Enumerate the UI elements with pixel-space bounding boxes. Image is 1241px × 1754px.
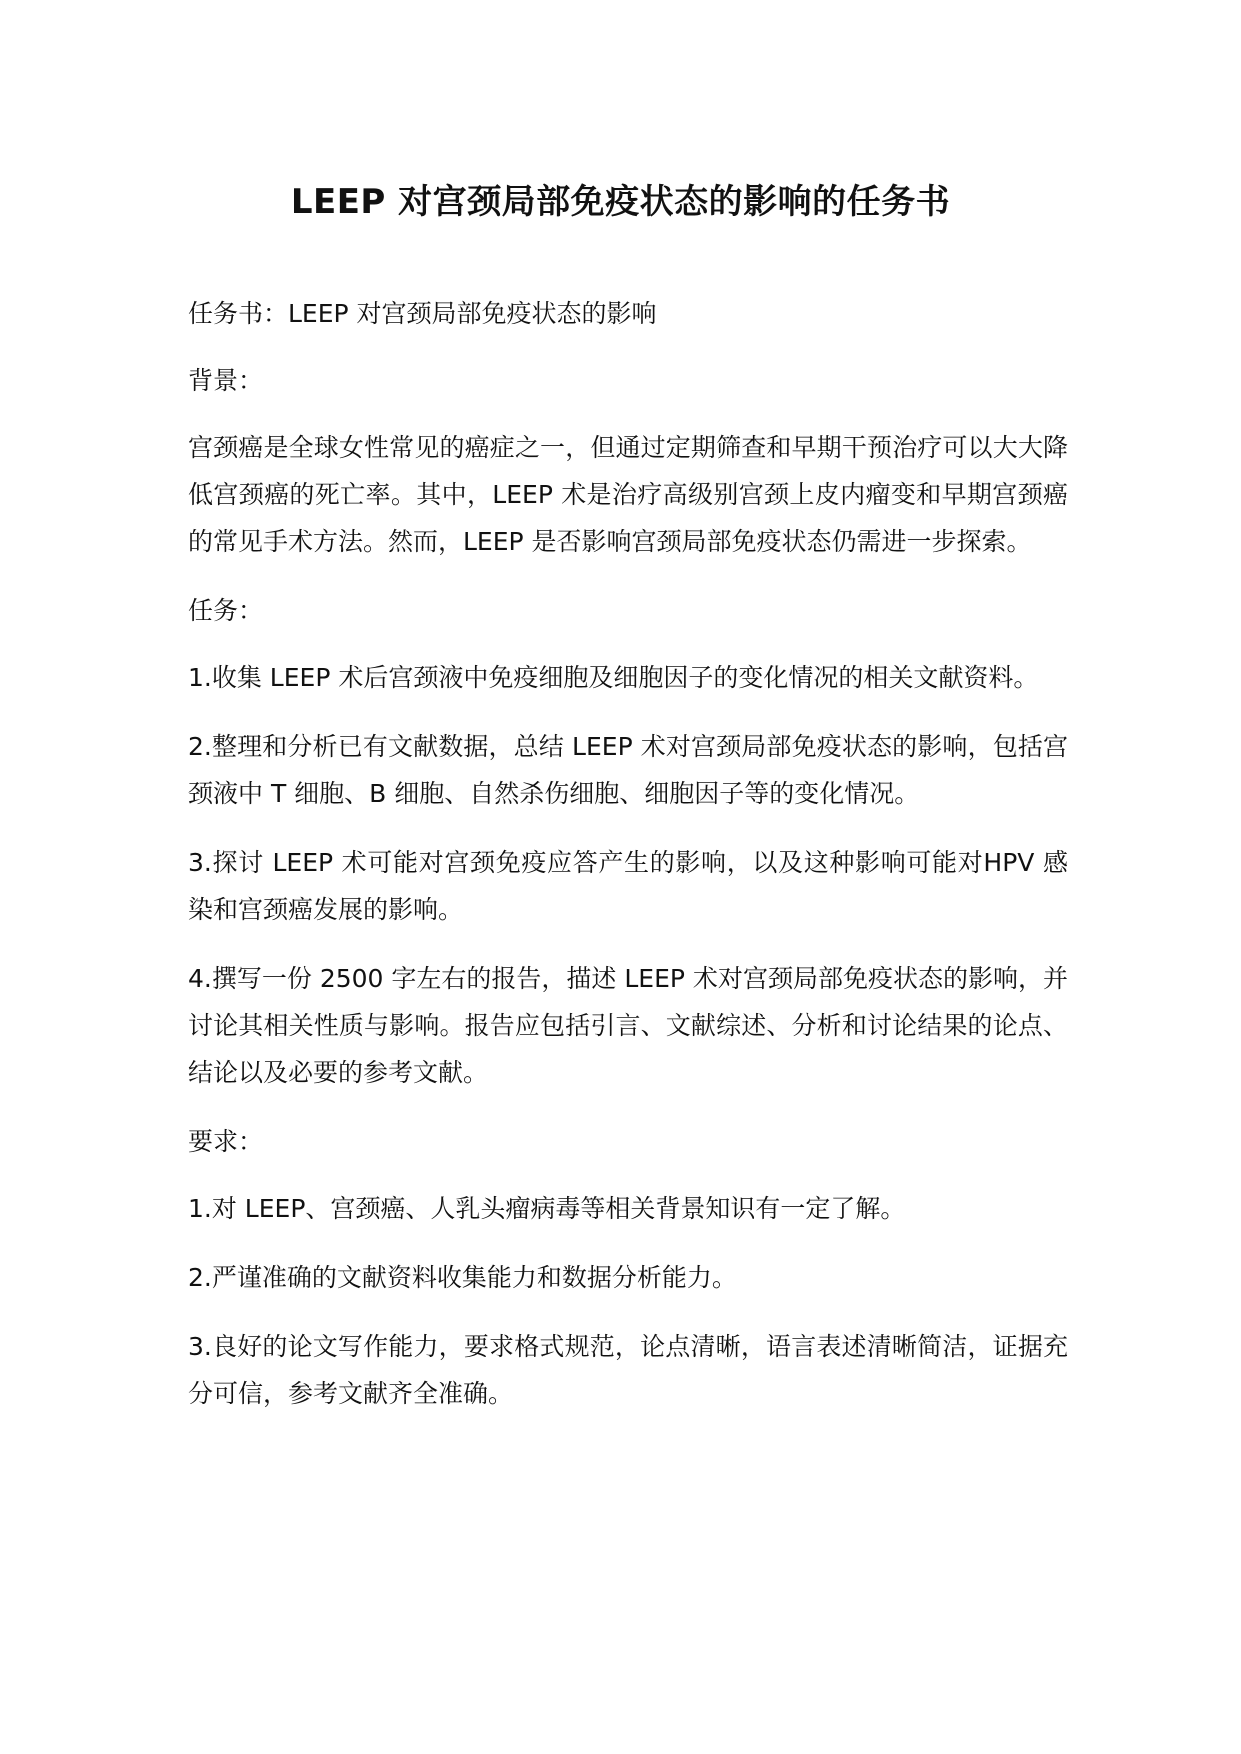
task-item-1: 1.收集 LEEP 术后宫颈液中免疫细胞及细胞因子的变化情况的相关文献资料。: [188, 663, 1039, 692]
task-heading-line: 任务书：LEEP 对宫颈局部免疫状态的影响: [188, 299, 657, 328]
requirement-item-3: 3.良好的论文写作能力，要求格式规范，论点清晰，语言表述清晰简洁，证据充分可信，参考文献齐全准确。: [188, 1332, 1068, 1408]
task-item-2: 2.整理和分析已有文献数据，总结 LEEP 术对宫颈局部免疫状态的影响，包括宫颈液中 T 细胞、B 细胞、自然杀伤细胞、细胞因子等的变化情况。: [188, 732, 1068, 808]
task-item-4: 4.撰写一份 2500 字左右的报告，描述 LEEP 术对宫颈局部免疫状态的影响，并讨论其相关性质与影响。报告应包括引言、文献综述、分析和讨论结果的论点、结论以及必要的参考文献。: [188, 964, 1068, 1087]
background-paragraph: 宫颈癌是全球女性常见的癌症之一，但通过定期筛查和早期干预治疗可以大大降低宫颈癌的死亡率。其中，LEEP 术是治疗高级别宫颈上皮内瘤变和早期宫颈癌的常见手术方法。然而，LEEP 是否影响宫颈局部免疫状态仍需进一步探索。: [188, 433, 1068, 556]
document-title: LEEP 对宫颈局部免疫状态的影响的任务书: [290, 182, 951, 222]
background-heading: 背景：: [188, 366, 264, 395]
task-item-3: 3.探讨 LEEP 术可能对宫颈免疫应答产生的影响，以及这种影响可能对HPV 感染和宫颈癌发展的影响。: [188, 848, 1068, 924]
requirement-item-1: 1.对 LEEP、宫颈癌、人乳头瘤病毒等相关背景知识有一定了解。: [188, 1194, 906, 1223]
tasks-heading: 任务：: [188, 596, 264, 625]
document-body: [188, 290, 1068, 1439]
requirements-heading: 要求：: [188, 1127, 264, 1156]
requirement-item-2: 2.严谨准确的文献资料收集能力和数据分析能力。: [188, 1263, 737, 1292]
